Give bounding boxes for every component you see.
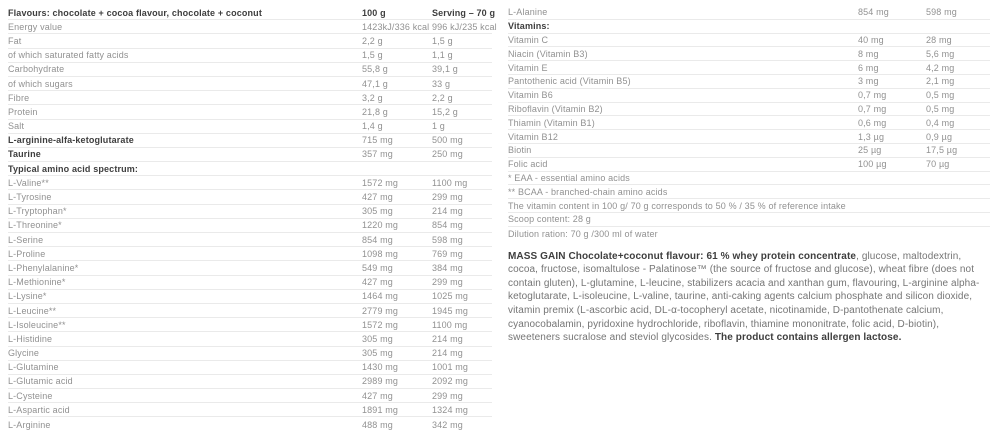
row-label: L-Methionine* [8, 277, 66, 288]
row-label: L-Aspartic acid [8, 404, 70, 415]
row-value-serving: 2,2 g [432, 92, 453, 103]
row-value-serving: 1025 mg [432, 291, 469, 302]
row-value-serving: 5,6 mg [926, 48, 955, 59]
row-value-serving: 769 mg [432, 248, 463, 259]
row-label: Riboflavin (Vitamin B2) [508, 103, 603, 114]
row-value-100g: 549 mg [362, 262, 393, 273]
row-label: L-Glutamine [8, 362, 59, 373]
table-row [508, 199, 990, 213]
table-row [8, 77, 492, 91]
row-label: L-Glutamic acid [8, 376, 73, 387]
row-label: Niacin (Vitamin B3) [508, 48, 588, 59]
table-row [8, 290, 492, 304]
row-value-serving: 214 mg [432, 333, 463, 344]
row-label: L-Lysine* [8, 291, 47, 302]
table-row [508, 116, 990, 130]
table-header-row [8, 6, 496, 20]
row-value-serving: 28 mg [926, 34, 952, 45]
row-label: Vitamin B12 [508, 131, 559, 142]
row-label: The vitamin content in 100 g/ 70 g corresponds to 50 % / 35 % of reference intake [508, 200, 846, 211]
row-label: of which saturated fatty acids [8, 50, 129, 61]
row-value-serving: 0,9 µg [926, 131, 953, 142]
row-value-serving: 39,1 g [432, 64, 458, 75]
row-value-serving: 500 mg [432, 135, 463, 146]
table-row [508, 47, 990, 61]
row-value-100g: 1891 mg [362, 404, 399, 415]
row-value-serving: 342 mg [432, 419, 463, 430]
row-value-serving: 1100 mg [432, 319, 468, 330]
row-value-100g: 715 mg [362, 135, 393, 146]
row-label: Vitamin E [508, 62, 548, 73]
table-row [508, 20, 990, 34]
row-label: L-Tryptophan* [8, 206, 67, 217]
row-label: * EAA - essential amino acids [508, 172, 630, 183]
row-label: L-Alanine [508, 7, 548, 18]
row-value-100g: 1220 mg [362, 220, 399, 231]
row-value-100g: 0,7 mg [858, 103, 887, 114]
row-label: Biotin [508, 145, 532, 156]
row-value-serving: 15,2 g [432, 106, 458, 117]
row-value-100g: 1,3 µg [858, 131, 885, 142]
row-value-100g: 47,1 g [362, 78, 388, 89]
row-value-100g: 1464 mg [362, 291, 399, 302]
row-label: L-Proline [8, 248, 46, 259]
table-row [8, 176, 492, 190]
ingredients-body-text: , glucose, maltodextrin, cocoa, fructose, isomaltulose - Palatinose™ (the source of fructose and glucose), wheat fibre (does not contain gluten), L-glutamine, L-leucine, stabilizers acacia and xanthan gum, flavouring, L-arginine alpha-ketoglutarate, L-isoleucine, L-valine, taurine, anti-caking agents calcium phosphate and silicon dioxide, vitamin premix (L-ascorbic acid, DL-α-tocopheryl acetate, nicotinamide, D-pantothenate calcium, cyanocobalamin, pyridoxine hydrochloride, riboflavin, thiamine mononitrate, folic acid, D-biotin), sweeteners sucralose and steviol glycosides. [508, 250, 980, 344]
row-value-100g: 427 mg [362, 192, 393, 203]
row-label: L-Phenylalanine* [8, 262, 79, 273]
row-label: L-Valine** [8, 177, 49, 188]
row-value-100g: 1572 mg [362, 319, 399, 330]
row-value-100g: 6 mg [858, 62, 879, 73]
column-header-serving: Serving – 70 g [432, 7, 496, 18]
row-value-100g: 1423kJ/336 kcal [362, 21, 430, 32]
row-value-serving: 17,5 µg [926, 145, 958, 156]
row-label: ** BCAA - branched-chain amino acids [508, 186, 668, 197]
table-row [508, 103, 990, 117]
row-value-serving: 0,5 mg [926, 103, 955, 114]
table-row [508, 213, 990, 227]
table-row [508, 34, 990, 48]
row-value-serving: 1001 mg [432, 362, 469, 373]
ingredients-lead-text: MASS GAIN Chocolate+coconut flavour: 61 % whey protein concentrate [508, 250, 857, 262]
row-value-100g: 0,6 mg [858, 117, 887, 128]
row-value-serving: 1324 mg [432, 404, 469, 415]
table-row [8, 190, 492, 204]
row-value-100g: 305 mg [362, 206, 393, 217]
table-row [8, 134, 492, 148]
row-label: L-Histidine [8, 333, 53, 344]
row-label: Fibre [8, 92, 30, 103]
allergen-statement: The product contains allergen lactose. [714, 332, 902, 344]
row-value-serving: 70 µg [926, 159, 950, 170]
row-value-100g: 1,4 g [362, 121, 383, 132]
row-value-serving: 0,4 mg [926, 117, 955, 128]
row-value-100g: 100 µg [858, 159, 887, 170]
row-value-serving: 299 mg [432, 390, 463, 401]
table-row [508, 130, 990, 144]
row-value-serving: 2092 mg [432, 376, 469, 387]
row-label: Pantothenic acid (Vitamin B5) [508, 76, 631, 87]
table-row [8, 347, 492, 361]
row-value-100g: 357 mg [362, 149, 393, 160]
table-row [8, 205, 492, 219]
row-value-serving: 598 mg [926, 7, 957, 18]
row-label: Dilution ration: 70 g /300 ml of water [508, 228, 658, 239]
row-value-serving: 214 mg [432, 348, 463, 359]
row-label: Scoop content: 28 g [508, 214, 591, 225]
row-label: Vitamin B6 [508, 90, 553, 101]
row-label: L-Isoleucine** [8, 319, 66, 330]
table-row [8, 148, 492, 162]
table-row [8, 105, 492, 119]
row-value-100g: 1430 mg [362, 362, 399, 373]
row-value-serving: 854 mg [432, 220, 463, 231]
row-label: Protein [8, 106, 38, 117]
row-value-serving: 996 kJ/235 kcal [432, 21, 497, 32]
table-row [8, 276, 492, 290]
row-value-100g: 305 mg [362, 333, 393, 344]
table-row [508, 158, 990, 172]
row-value-100g: 55,8 g [362, 64, 388, 75]
table-row [508, 6, 990, 20]
row-label: Salt [8, 121, 25, 132]
row-value-100g: 8 mg [858, 48, 879, 59]
row-value-serving: 1945 mg [432, 305, 469, 316]
row-label: Glycine [8, 348, 40, 359]
row-label: L-arginine-alfa-ketoglutarate [8, 135, 134, 146]
row-value-100g: 427 mg [362, 390, 393, 401]
table-row [508, 185, 990, 199]
row-value-serving: 384 mg [432, 262, 463, 273]
table-row [8, 120, 492, 134]
table-row [8, 20, 497, 34]
table-row [8, 375, 492, 389]
row-label: L-Threonine* [8, 220, 62, 231]
column-header-100g: 100 g [362, 7, 386, 18]
row-label: L-Serine [8, 234, 44, 245]
row-label: Thiamin (Vitamin B1) [508, 117, 595, 128]
row-value-100g: 3 mg [858, 76, 879, 87]
row-value-100g: 1,5 g [362, 50, 383, 61]
row-value-100g: 305 mg [362, 348, 393, 359]
row-label: of which sugars [8, 78, 73, 89]
row-label: Fat [8, 35, 22, 46]
table-row [8, 63, 492, 77]
row-value-serving: 299 mg [432, 277, 463, 288]
row-value-serving: 2,1 mg [926, 76, 955, 87]
row-value-100g: 2,2 g [362, 35, 383, 46]
table-row [8, 361, 492, 375]
table-row [508, 227, 990, 241]
left-table-rows [8, 20, 497, 431]
table-row [8, 332, 492, 346]
row-value-serving: 4,2 mg [926, 62, 955, 73]
row-value-100g: 1098 mg [362, 248, 399, 259]
table-row [508, 61, 990, 75]
table-row [8, 261, 492, 275]
row-label: Folic acid [508, 159, 548, 170]
right-table-rows [508, 6, 990, 241]
row-label: L-Arginine [8, 419, 51, 430]
row-value-serving: 33 g [432, 78, 451, 89]
table-row [508, 89, 990, 103]
table-row [8, 247, 492, 261]
row-label: Vitamin C [508, 34, 549, 45]
table-row [508, 172, 990, 186]
table-row [8, 389, 492, 403]
table-row [8, 91, 492, 105]
table-row [8, 49, 492, 63]
table-row [8, 233, 492, 247]
ingredients-paragraph [508, 250, 990, 345]
row-value-100g: 854 mg [362, 234, 393, 245]
row-label: L-Cysteine [8, 390, 53, 401]
nutrition-table-left [8, 6, 497, 432]
table-row [8, 318, 492, 332]
row-value-100g: 1572 mg [362, 177, 399, 188]
row-label: Vitamins: [508, 21, 550, 32]
row-value-100g: 25 µg [858, 145, 882, 156]
row-label: Energy value [8, 21, 63, 32]
row-value-100g: 40 mg [858, 34, 884, 45]
row-label: L-Tyrosine [8, 192, 52, 203]
table-row [8, 304, 492, 318]
row-value-100g: 0,7 mg [858, 90, 887, 101]
table-row [8, 403, 492, 417]
row-value-serving: 598 mg [432, 234, 463, 245]
row-value-100g: 21,8 g [362, 106, 388, 117]
row-value-serving: 0,5 mg [926, 90, 955, 101]
row-value-100g: 2989 mg [362, 376, 399, 387]
row-value-serving: 214 mg [432, 206, 463, 217]
table-row [8, 417, 492, 431]
row-label: Taurine [8, 149, 41, 160]
row-value-serving: 1,1 g [432, 50, 453, 61]
row-label: L-Leucine** [8, 305, 57, 316]
row-value-100g: 427 mg [362, 277, 393, 288]
table-row [8, 34, 492, 48]
row-label: Typical amino acid spectrum: [8, 163, 139, 174]
row-value-100g: 2779 mg [362, 305, 399, 316]
row-value-serving: 1,5 g [432, 35, 453, 46]
row-value-serving: 250 mg [432, 149, 463, 160]
table-row [508, 75, 990, 89]
table-row [8, 162, 492, 176]
row-value-serving: 299 mg [432, 192, 463, 203]
row-value-100g: 488 mg [362, 419, 393, 430]
row-value-100g: 3,2 g [362, 92, 383, 103]
row-label: Carbohydrate [8, 64, 65, 75]
table-row [508, 144, 990, 158]
nutrition-table-right [508, 6, 990, 432]
flavours-header-label: Flavours: chocolate + cocoa flavour, chocolate + coconut [8, 7, 262, 18]
table-row [8, 219, 492, 233]
row-value-serving: 1100 mg [432, 177, 468, 188]
row-value-100g: 854 mg [858, 7, 889, 18]
row-value-serving: 1 g [432, 121, 445, 132]
